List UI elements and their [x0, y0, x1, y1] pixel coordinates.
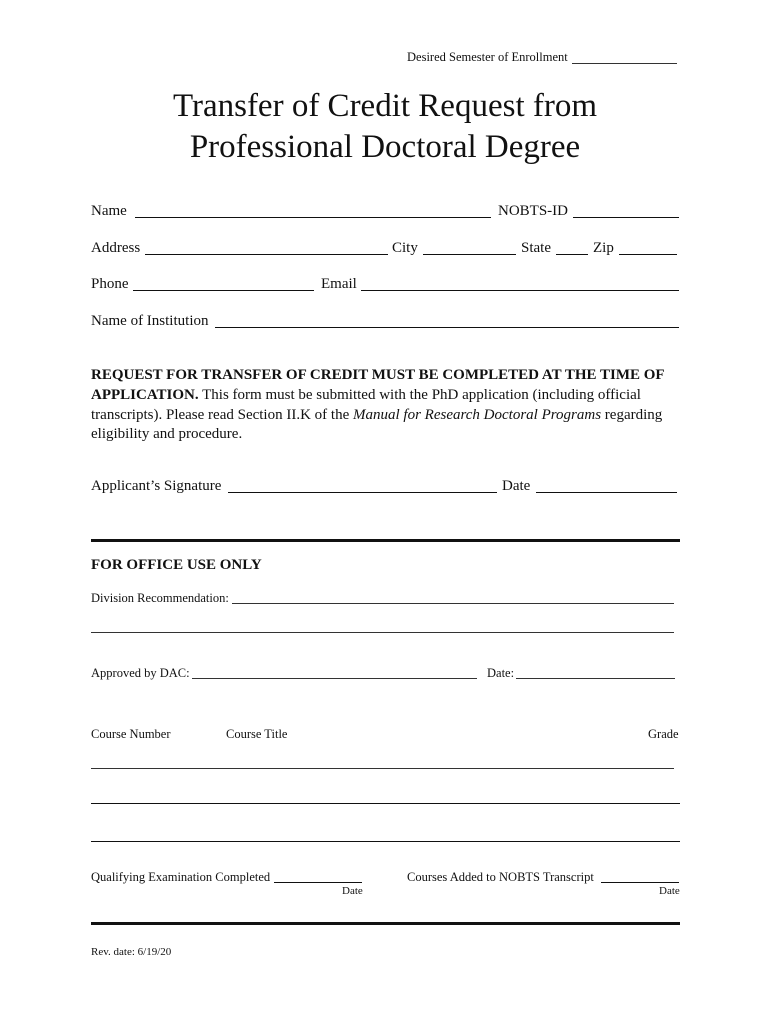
- email-field[interactable]: [361, 290, 679, 291]
- email-label: Email: [321, 276, 357, 292]
- course-row-3[interactable]: [91, 841, 680, 842]
- bottom-divider: [91, 922, 680, 925]
- institution-field[interactable]: [215, 327, 679, 328]
- approved-date-field[interactable]: [516, 678, 675, 679]
- notice-application-bold: APPLICATION.: [91, 387, 199, 403]
- qualifying-exam-date-field[interactable]: [274, 882, 362, 883]
- office-use-heading: FOR OFFICE USE ONLY: [91, 557, 262, 573]
- courses-added-label: Courses Added to NOBTS Transcript: [407, 870, 594, 884]
- desired-semester-label: Desired Semester of Enrollment: [407, 50, 568, 64]
- notice-paragraph: [91, 386, 683, 445]
- state-label: State: [521, 240, 551, 256]
- name-field[interactable]: [135, 217, 491, 218]
- address-field[interactable]: [145, 254, 388, 255]
- notice-text-1: This form must be submitted with the PhD application (including official transcripts). Please read Section II.K of the: [91, 387, 641, 423]
- desired-semester-field[interactable]: [572, 63, 677, 64]
- grade-header: Grade: [648, 727, 679, 741]
- zip-label: Zip: [593, 240, 614, 256]
- course-title-header: Course Title: [226, 727, 288, 741]
- approved-by-dac-field[interactable]: [192, 678, 477, 679]
- institution-label: Name of Institution: [91, 313, 209, 329]
- city-field[interactable]: [423, 254, 516, 255]
- approved-date-label: Date:: [487, 666, 515, 680]
- zip-field[interactable]: [619, 254, 677, 255]
- approved-by-dac-label: Approved by DAC:: [91, 666, 190, 680]
- state-field[interactable]: [556, 254, 588, 255]
- form-title-line1: Transfer of Credit Request from: [172, 88, 598, 124]
- qualifying-exam-label: Qualifying Examination Completed: [91, 870, 271, 884]
- form-title-line2: Professional Doctoral Degree: [189, 129, 581, 165]
- courses-added-date-field[interactable]: [601, 882, 679, 883]
- notice-text-2: regarding eligibility and procedure.: [91, 406, 663, 442]
- signature-date-label: Date: [502, 478, 531, 494]
- courses-added-date-caption: Date: [659, 885, 680, 897]
- notice-heading: REQUEST FOR TRANSFER OF CREDIT MUST BE COMPLETED AT THE TIME OF: [91, 367, 665, 383]
- notice-manual-title: Manual for Research Doctoral Programs: [353, 406, 602, 423]
- course-row-1[interactable]: [91, 768, 674, 769]
- address-label: Address: [91, 240, 141, 256]
- applicant-signature-field[interactable]: [228, 492, 497, 493]
- division-recommendation-label: Division Recommendation:: [91, 591, 229, 605]
- phone-field[interactable]: [133, 290, 314, 291]
- division-recommendation-field[interactable]: [232, 603, 674, 604]
- applicant-signature-label: Applicant’s Signature: [91, 478, 222, 494]
- nobts-id-label: NOBTS-ID: [498, 203, 568, 219]
- nobts-id-field[interactable]: [573, 217, 679, 218]
- phone-label: Phone: [91, 276, 129, 292]
- qualifying-exam-date-caption: Date: [342, 885, 363, 897]
- revision-date: Rev. date: 6/19/20: [91, 946, 172, 958]
- signature-date-field[interactable]: [536, 492, 677, 493]
- city-label: City: [392, 240, 418, 256]
- course-number-header: Course Number: [91, 727, 171, 741]
- name-label: Name: [91, 203, 127, 219]
- division-recommendation-field-2[interactable]: [91, 632, 674, 633]
- section-divider: [91, 539, 680, 542]
- course-row-2[interactable]: [91, 803, 680, 804]
